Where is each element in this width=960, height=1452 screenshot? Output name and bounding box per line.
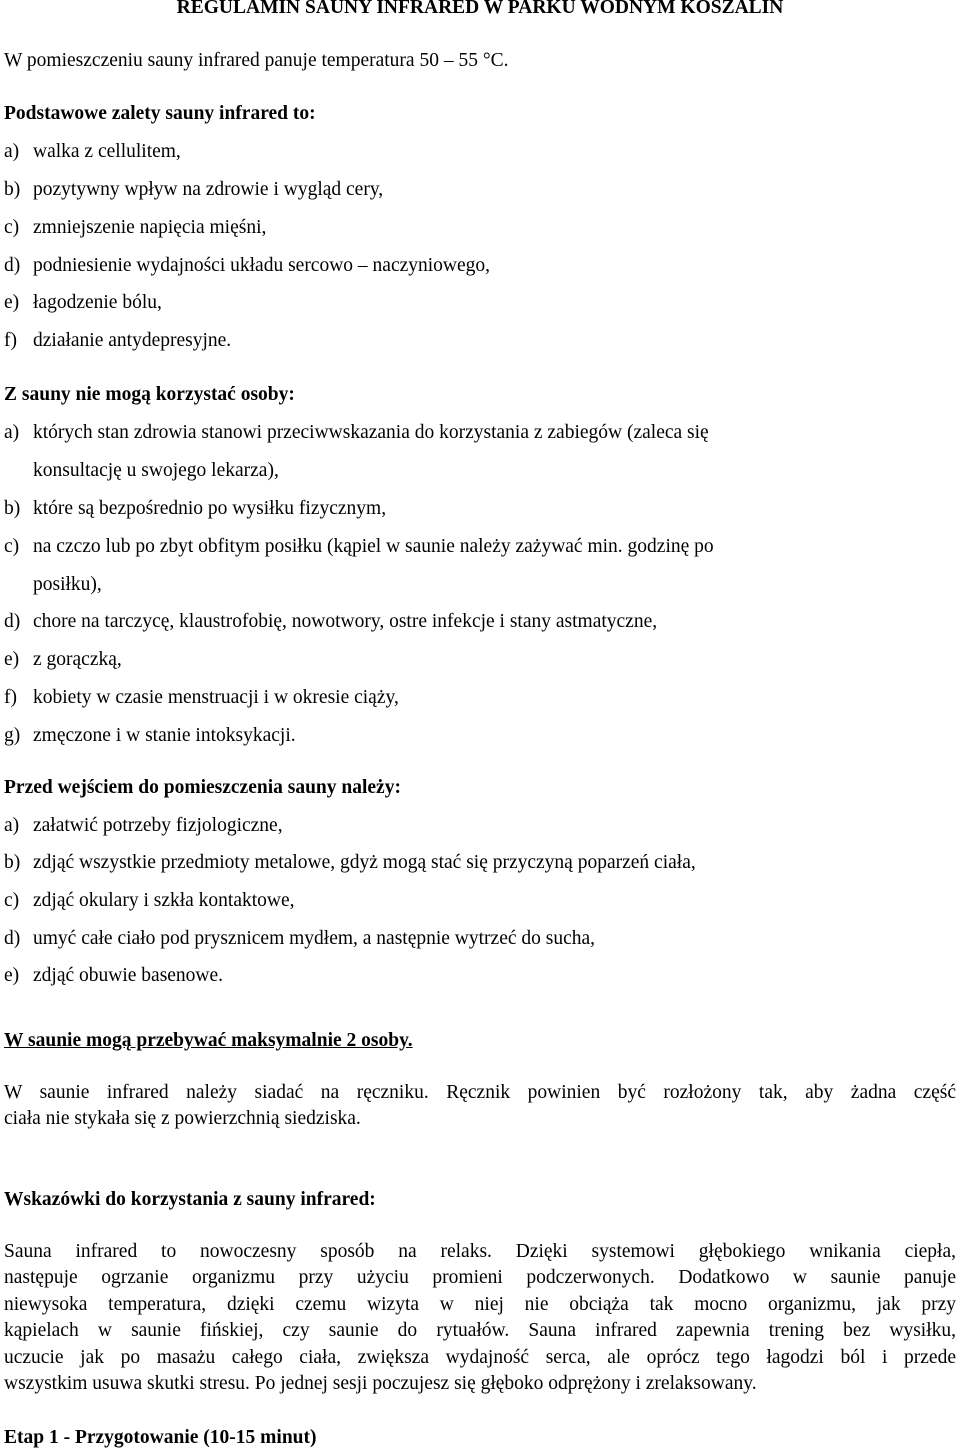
list-item: [4, 254, 490, 278]
list-item-label: b): [4, 852, 21, 873]
tips-line: wszystkim usuwa skutki stresu. Po jednej sesji poczujesz się głęboko odprężony i zrelaksowany.: [4, 1373, 757, 1394]
tips-line: uczucie jak po masażu całego ciała, zwiększa wydajność serca, ale oprócz tego łagodzi ból i przede: [4, 1347, 956, 1368]
benefits-heading: Podstawowe zalety sauny infrared to:: [4, 103, 316, 124]
list-item-label: d): [4, 255, 21, 276]
list-item-label: g): [4, 725, 21, 746]
max-persons-notice: W saunie mogą przebywać maksymalnie 2 osoby.: [4, 1030, 413, 1051]
list-item-text: podniesienie wydajności układu sercowo – naczyniowego,: [33, 255, 491, 276]
list-item: [4, 814, 283, 838]
list-item-text: zdjąć wszystkie przedmioty metalowe, gdyż mogą stać się przyczyną poparzeń ciała,: [33, 852, 696, 873]
list-item-label: e): [4, 292, 20, 313]
list-item-continuation: posiłku),: [33, 574, 102, 595]
list-item-label: b): [4, 498, 21, 519]
list-item: [4, 421, 709, 445]
list-item-text: chore na tarczycę, klaustrofobię, nowotwory, ostre infekcje i stany astmatyczne,: [33, 611, 658, 632]
list-item-label: a): [4, 422, 20, 443]
document-title: REGULAMIN SAUNY INFRARED W PARKU WODNYM KOSZALIN: [176, 0, 784, 18]
list-item-label: c): [4, 536, 20, 557]
list-item-text: które są bezpośrednio po wysiłku fizycznym,: [33, 498, 387, 519]
tips-line: kąpielach w saunie fińskiej, czy saunie do rytuałów. Sauna infrared zapewnia trening bez wysiłku,: [4, 1320, 956, 1341]
list-item-text: których stan zdrowia stanowi przeciwwskazania do korzystania z zabiegów (zaleca się: [33, 422, 709, 443]
list-item-label: c): [4, 217, 20, 238]
list-item: [4, 927, 595, 951]
tips-line: Sauna infrared to nowoczesny sposób na relaks. Dzięki systemowi głębokiego wnikania ciepła,: [4, 1241, 956, 1262]
list-item-text: z gorączką,: [33, 649, 122, 670]
list-item-text: zmniejszenie napięcia mięśni,: [33, 217, 267, 238]
list-item-label: d): [4, 928, 21, 949]
list-item: [4, 329, 231, 353]
list-item: [4, 178, 383, 202]
tips-heading: Wskazówki do korzystania z sauny infrared:: [4, 1189, 376, 1210]
list-item: [4, 724, 296, 748]
list-item: [4, 497, 386, 521]
list-item: [4, 216, 266, 240]
towel-line: W saunie infrared należy siadać na ręczniku. Ręcznik powinien być rozłożony tak, aby żadna część: [4, 1082, 956, 1103]
list-item-text: zdjąć okulary i szkła kontaktowe,: [33, 890, 295, 911]
list-item: [4, 964, 223, 988]
list-item-label: b): [4, 179, 21, 200]
list-item: [4, 686, 399, 710]
list-item-label: f): [4, 330, 17, 351]
list-item-label: d): [4, 611, 21, 632]
list-item-text: umyć całe ciało pod prysznicem mydłem, a następnie wytrzeć do sucha,: [33, 928, 596, 949]
list-item: [4, 291, 162, 315]
list-item: [4, 889, 295, 913]
list-item-text: na czczo lub po zbyt obfitym posiłku (kąpiel w saunie należy zażywać min. godzinę po: [33, 536, 714, 557]
list-item-text: pozytywny wpływ na zdrowie i wygląd cery,: [33, 179, 384, 200]
list-item-label: e): [4, 965, 20, 986]
list-item-continuation: konsultację u swojego lekarza),: [33, 460, 279, 481]
list-item-text: zdjąć obuwie basenowe.: [33, 965, 224, 986]
before-entry-heading: Przed wejściem do pomieszczenia sauny należy:: [4, 777, 401, 798]
list-item-label: c): [4, 890, 20, 911]
list-item-label: a): [4, 141, 20, 162]
list-item-text: działanie antydepresyjne.: [33, 330, 232, 351]
restrictions-heading: Z sauny nie mogą korzystać osoby:: [4, 384, 295, 405]
list-item: [4, 851, 696, 875]
list-item-label: e): [4, 649, 20, 670]
list-item-text: kobiety w czasie menstruacji i w okresie ciąży,: [33, 687, 399, 708]
tips-line: następuje ogrzanie organizmu przy użyciu promieni podczerwonych. Dodatkowo w saunie panuje: [4, 1267, 956, 1288]
stage1-heading: Etap 1 - Przygotowanie (10-15 minut): [4, 1427, 317, 1448]
list-item: [4, 140, 181, 164]
list-item: [4, 535, 714, 559]
towel-line: ciała nie stykała się z powierzchnią siedziska.: [4, 1108, 361, 1129]
tips-line: niewysoka temperatura, dzięki czemu wizyta w niej nie obciąża tak mocno organizmu, jak przy: [4, 1294, 956, 1315]
list-item-text: łagodzenie bólu,: [33, 292, 162, 313]
list-item-text: załatwić potrzeby fizjologiczne,: [33, 815, 283, 836]
list-item-label: a): [4, 815, 20, 836]
temperature-text: W pomieszczeniu sauny infrared panuje temperatura 50 – 55 °C.: [4, 50, 509, 71]
list-item-label: f): [4, 687, 17, 708]
list-item: [4, 648, 122, 672]
list-item: [4, 610, 657, 634]
list-item-text: walka z cellulitem,: [33, 141, 181, 162]
list-item-text: zmęczone i w stanie intoksykacji.: [33, 725, 296, 746]
